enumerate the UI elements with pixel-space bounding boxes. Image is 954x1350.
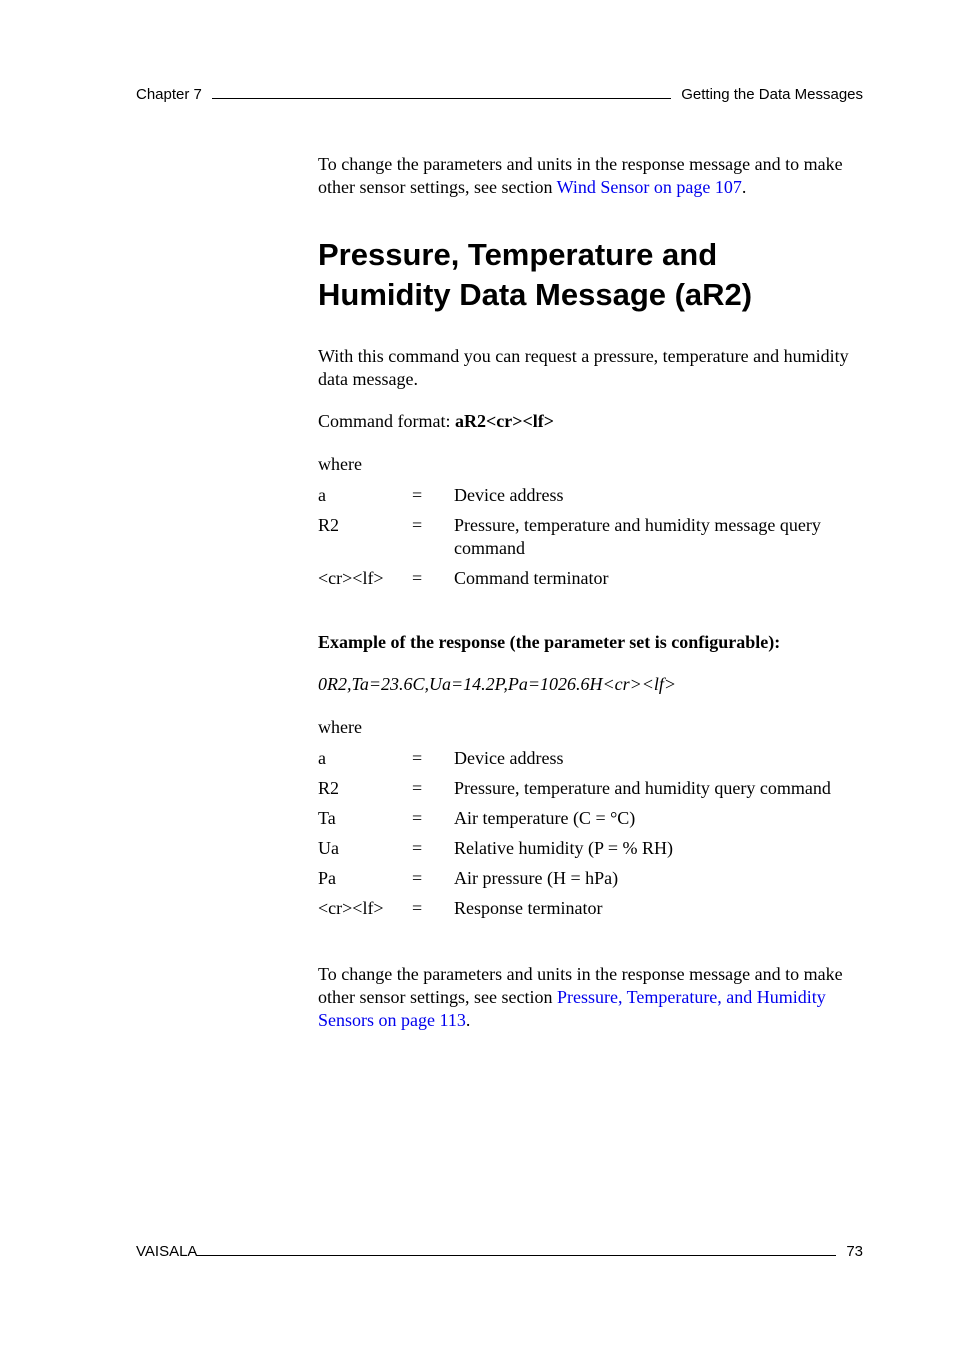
- definition-desc: Relative humidity (P = % RH): [454, 838, 673, 858]
- main-content: [318, 153, 868, 1032]
- definition-term: Ua: [318, 838, 339, 858]
- header-rule: [212, 97, 671, 99]
- definition-term: Ta: [318, 808, 336, 828]
- command-label: Command format:: [318, 411, 455, 431]
- brand-label: VAISALA: [136, 1243, 198, 1260]
- definition-desc: Air temperature (C = °C): [454, 808, 636, 828]
- definition-term: a: [318, 485, 326, 505]
- definition-term: <cr><lf>: [318, 898, 384, 918]
- definition-row: [318, 867, 831, 897]
- section-title: Getting the Data Messages: [681, 86, 863, 103]
- definition-desc: Response terminator: [454, 898, 603, 918]
- section-heading: [318, 235, 868, 315]
- example-response: 0R2,Ta=23.6C,Ua=14.2P,Pa=1026.6H<cr><lf>: [318, 674, 677, 694]
- page-footer: [136, 1243, 863, 1260]
- response-definitions: [318, 747, 831, 927]
- definition-desc: Pressure, temperature and humidity query command: [454, 778, 831, 798]
- definition-equals: =: [412, 485, 423, 505]
- where-label-1: where: [318, 454, 362, 474]
- pressure-sensors-link[interactable]: Pressure, Temperature, and Humidity Sensors on page 113: [318, 987, 826, 1030]
- definition-desc: Device address: [454, 485, 564, 505]
- description-paragraph: With this command you can request a pressure, temperature and humidity data message.: [318, 346, 849, 389]
- definition-term: R2: [318, 515, 340, 535]
- example-heading: Example of the response (the parameter set is configurable):: [318, 632, 781, 652]
- definition-equals: =: [412, 868, 423, 888]
- wind-sensor-link[interactable]: Wind Sensor on page 107: [556, 177, 742, 197]
- heading-line-1: Pressure, Temperature and: [318, 237, 718, 272]
- command-value: aR2<cr><lf>: [454, 411, 554, 431]
- where-label-2: where: [318, 717, 362, 737]
- definition-row: [318, 807, 831, 837]
- outro-end: .: [465, 1010, 471, 1030]
- definition-desc: Air pressure (H = hPa): [454, 868, 619, 888]
- definition-row: [318, 777, 831, 807]
- chapter-label: Chapter 7: [136, 86, 202, 103]
- page-number: 73: [846, 1243, 863, 1260]
- definition-row: [318, 514, 868, 567]
- command-definitions: [318, 484, 868, 597]
- definition-equals: =: [412, 515, 423, 535]
- definition-term: Pa: [318, 868, 336, 888]
- definition-equals: =: [412, 748, 423, 768]
- definition-row: [318, 567, 868, 597]
- command-format: [318, 410, 868, 433]
- intro-text: To change the parameters and units in the response message and to make other sensor settings, see section: [318, 154, 843, 197]
- outro-text: To change the parameters and units in the response message and to make other sensor settings, see section: [318, 964, 843, 1007]
- definition-term: <cr><lf>: [318, 568, 384, 588]
- definition-desc: Command terminator: [454, 568, 609, 588]
- definition-term: R2: [318, 778, 340, 798]
- definition-equals: =: [412, 838, 423, 858]
- heading-line-2: Humidity Data Message (aR2): [318, 277, 753, 312]
- definition-equals: =: [412, 778, 423, 798]
- page-header: [136, 86, 863, 103]
- definition-row: [318, 837, 831, 867]
- footer-rule: [197, 1254, 836, 1256]
- definition-row: [318, 484, 868, 514]
- outro-paragraph: [318, 963, 868, 1032]
- intro-end: .: [741, 177, 747, 197]
- definition-desc: Device address: [454, 748, 564, 768]
- intro-paragraph: [318, 153, 868, 199]
- definition-desc: Pressure, temperature and humidity message query command: [454, 515, 821, 558]
- definition-term: a: [318, 748, 326, 768]
- definition-row: [318, 747, 831, 777]
- definition-row: [318, 897, 831, 927]
- definition-equals: =: [412, 808, 423, 828]
- definition-equals: =: [412, 568, 423, 588]
- definition-equals: =: [412, 898, 423, 918]
